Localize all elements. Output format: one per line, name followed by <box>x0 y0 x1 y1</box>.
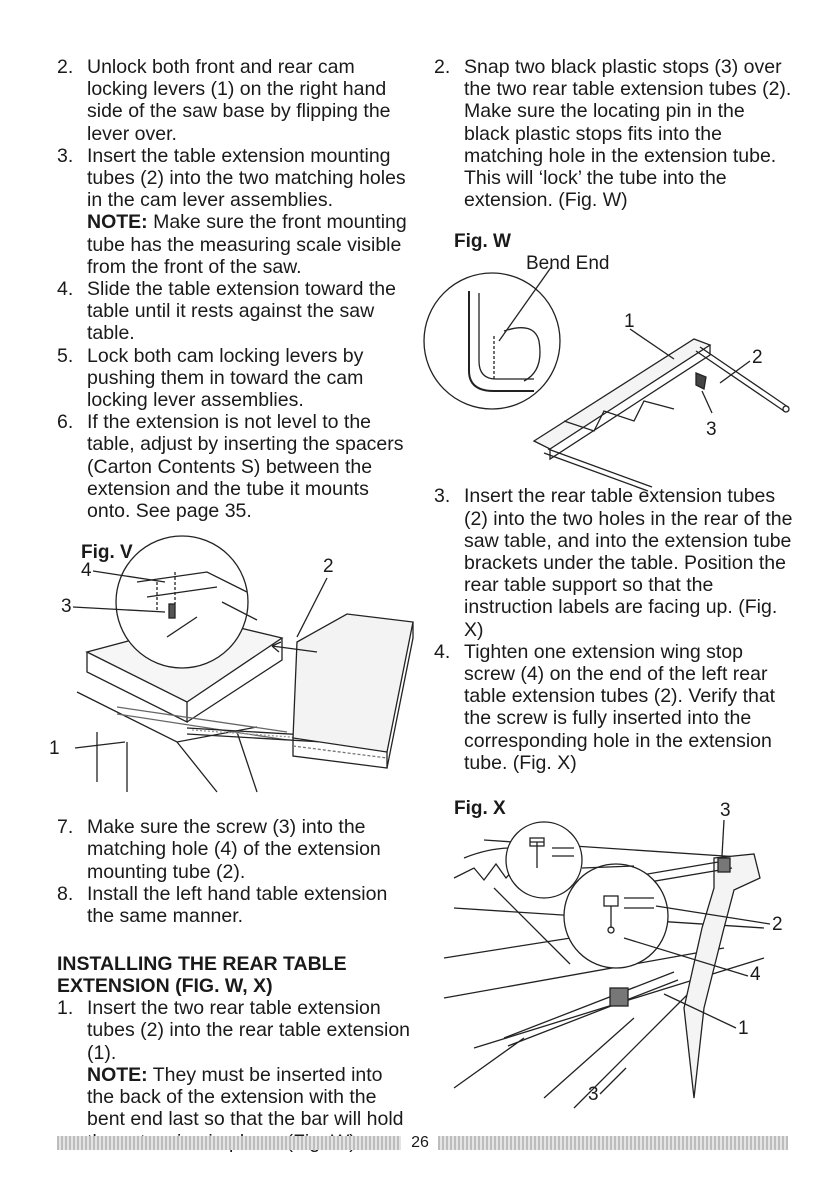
step-left-3: 3. Insert the table extension mounting tubes (2) into the two matching holes in the cam lever assemblies. NOTE: Make sure the front mounting tube has the measuring scale visible from the front of the saw. <box>57 144 407 278</box>
step-text: Lock both cam locking levers by pushing them in toward the cam locking lever assemblies. <box>87 344 364 412</box>
figure-v-drawing <box>49 542 415 804</box>
figure-w <box>434 231 794 479</box>
left-steps-list <box>57 56 415 522</box>
figure-v <box>49 542 415 804</box>
bend-end-label: Bend End <box>526 253 610 275</box>
figure-x-drawing <box>434 798 794 1128</box>
step-text: Install the left hand table extension the same manner. <box>87 882 388 928</box>
right-column <box>434 56 794 1128</box>
step-right-2: 2. Snap two black plastic stops (3) over the two rear table extension tubes (2). Make sure the locating pin in the black plastic stops fits into the matching hole in the extension tube. This will ‘lock’ the tube into the extension. (Fig. W) <box>434 56 792 212</box>
figure-w-drawing <box>434 231 794 479</box>
callout-4: 4 <box>750 964 761 986</box>
callout-4: 4 <box>81 560 92 582</box>
step-left-8: 8. Install the left hand table extension the same manner. <box>57 882 388 928</box>
step-text: Insert the rear table extension tubes (2) into the two holes in the rear of the saw table, and into the extension tube brackets under the table. Position the rear table support so that the instruction labels are facing up. (Fig. X) <box>464 485 793 641</box>
figure-w-label: Fig. W <box>454 231 511 253</box>
callout-2: 2 <box>323 556 334 578</box>
figure-x <box>434 798 794 1128</box>
right-steps-list <box>434 56 794 211</box>
callout-3-top: 3 <box>720 800 731 822</box>
step-text: Insert the two rear table extension tubes (2) into the rear table extension (1). <box>87 997 411 1064</box>
callout-1: 1 <box>624 311 635 333</box>
step-left-4: 4. Slide the table extension toward the table until it rests against the saw table. <box>57 278 396 345</box>
step-right-4: 4. Tighten one extension wing stop screw (4) on the end of the left rear table extension tubes (2). Verify that the screw is fully inserted into the corresponding hole in the extension tube. (Fig. X) <box>434 640 776 774</box>
note-label: NOTE: <box>87 1063 148 1086</box>
step-text: Tighten one extension wing stop screw (4) on the end of the left rear table extension tubes (2). Verify that the screw is fully inserted into the corresponding hole in the extension tube. (Fig. X) <box>464 640 776 774</box>
callout-3-bottom: 3 <box>588 1084 599 1106</box>
step-left-7: 7. Make sure the screw (3) into the matching hole (4) of the extension mounting tube (2). <box>57 816 381 883</box>
callout-2: 2 <box>752 347 763 369</box>
rear-steps-list <box>57 997 415 1152</box>
callout-2: 2 <box>772 914 783 936</box>
step-right-3: 3. Insert the rear table extension tubes (2) into the two holes in the rear of the saw table, and into the extension tube brackets under the table. Position the rear table support so that the instruction labels are facing up. (Fig. X) <box>434 485 793 641</box>
note-text: They must be inserted into the back of the extension with the bent end last so that the bar will hold <box>87 1063 404 1131</box>
left-column <box>49 56 415 1153</box>
step-rear-1: 1. Insert the two rear table extension tubes (2) into the rear table extension (1). NOTE: They must be inserted into the back of the extension with the bent end last so that the bar will hold <box>57 997 415 1152</box>
callout-3: 3 <box>706 419 717 441</box>
callout-1: 1 <box>49 738 60 760</box>
step-text: Unlock both front and rear cam locking levers (1) on the right hand side of the saw base by flipping the lever over. <box>87 56 391 145</box>
step-left-2: 2. Unlock both front and rear cam locking levers (1) on the right hand side of the saw base by flipping the lever over. <box>57 56 391 145</box>
step-text: Slide the table extension toward the table until it rests against the saw table. <box>87 278 396 345</box>
figure-x-label: Fig. X <box>454 798 506 820</box>
callout-3: 3 <box>61 596 72 618</box>
right-steps-list-2 <box>434 485 794 774</box>
section-heading: INSTALLING THE REAR TABLE EXTENSION (FIG. W, X) <box>57 953 347 998</box>
note-text: Make sure the front mounting tube has the measuring scale visible from the front of the saw. <box>87 211 407 278</box>
callout-1: 1 <box>738 1018 749 1040</box>
step-left-6: 6. If the extension is not level to the table, adjust by inserting the spacers (Carton Contents S) between the extension and the tube it mounts onto. See page 35. <box>57 411 404 523</box>
note-label: NOTE: <box>87 211 148 234</box>
step-text: Insert the table extension mounting tubes (2) into the two matching holes in the cam lever assemblies. <box>87 144 406 212</box>
footer-bar-left <box>57 1136 401 1150</box>
step-left-5: 5. Lock both cam locking levers by pushing them in toward the cam locking lever assemblies. <box>57 344 364 412</box>
step-text: Make sure the screw (3) into the matching hole (4) of the extension mounting tube (2). <box>87 816 381 883</box>
figure-v-label: Fig. V <box>81 542 133 564</box>
step-text: Snap two black plastic stops (3) over the two rear table extension tubes (2). Make sure the locating pin in the black plastic stops fits into the matching hole in the extension tube. This will ‘lock’ the tube into the extension. (Fig. W) <box>464 56 792 212</box>
footer-bar-right <box>438 1136 788 1150</box>
step-text: If the extension is not level to the table, adjust by inserting the spacers (Carton Contents S) between the extension and the tube it mounts onto. See page 35. <box>87 411 404 523</box>
left-steps-list-2 <box>57 816 415 927</box>
page-number: 26 <box>411 1134 429 1151</box>
